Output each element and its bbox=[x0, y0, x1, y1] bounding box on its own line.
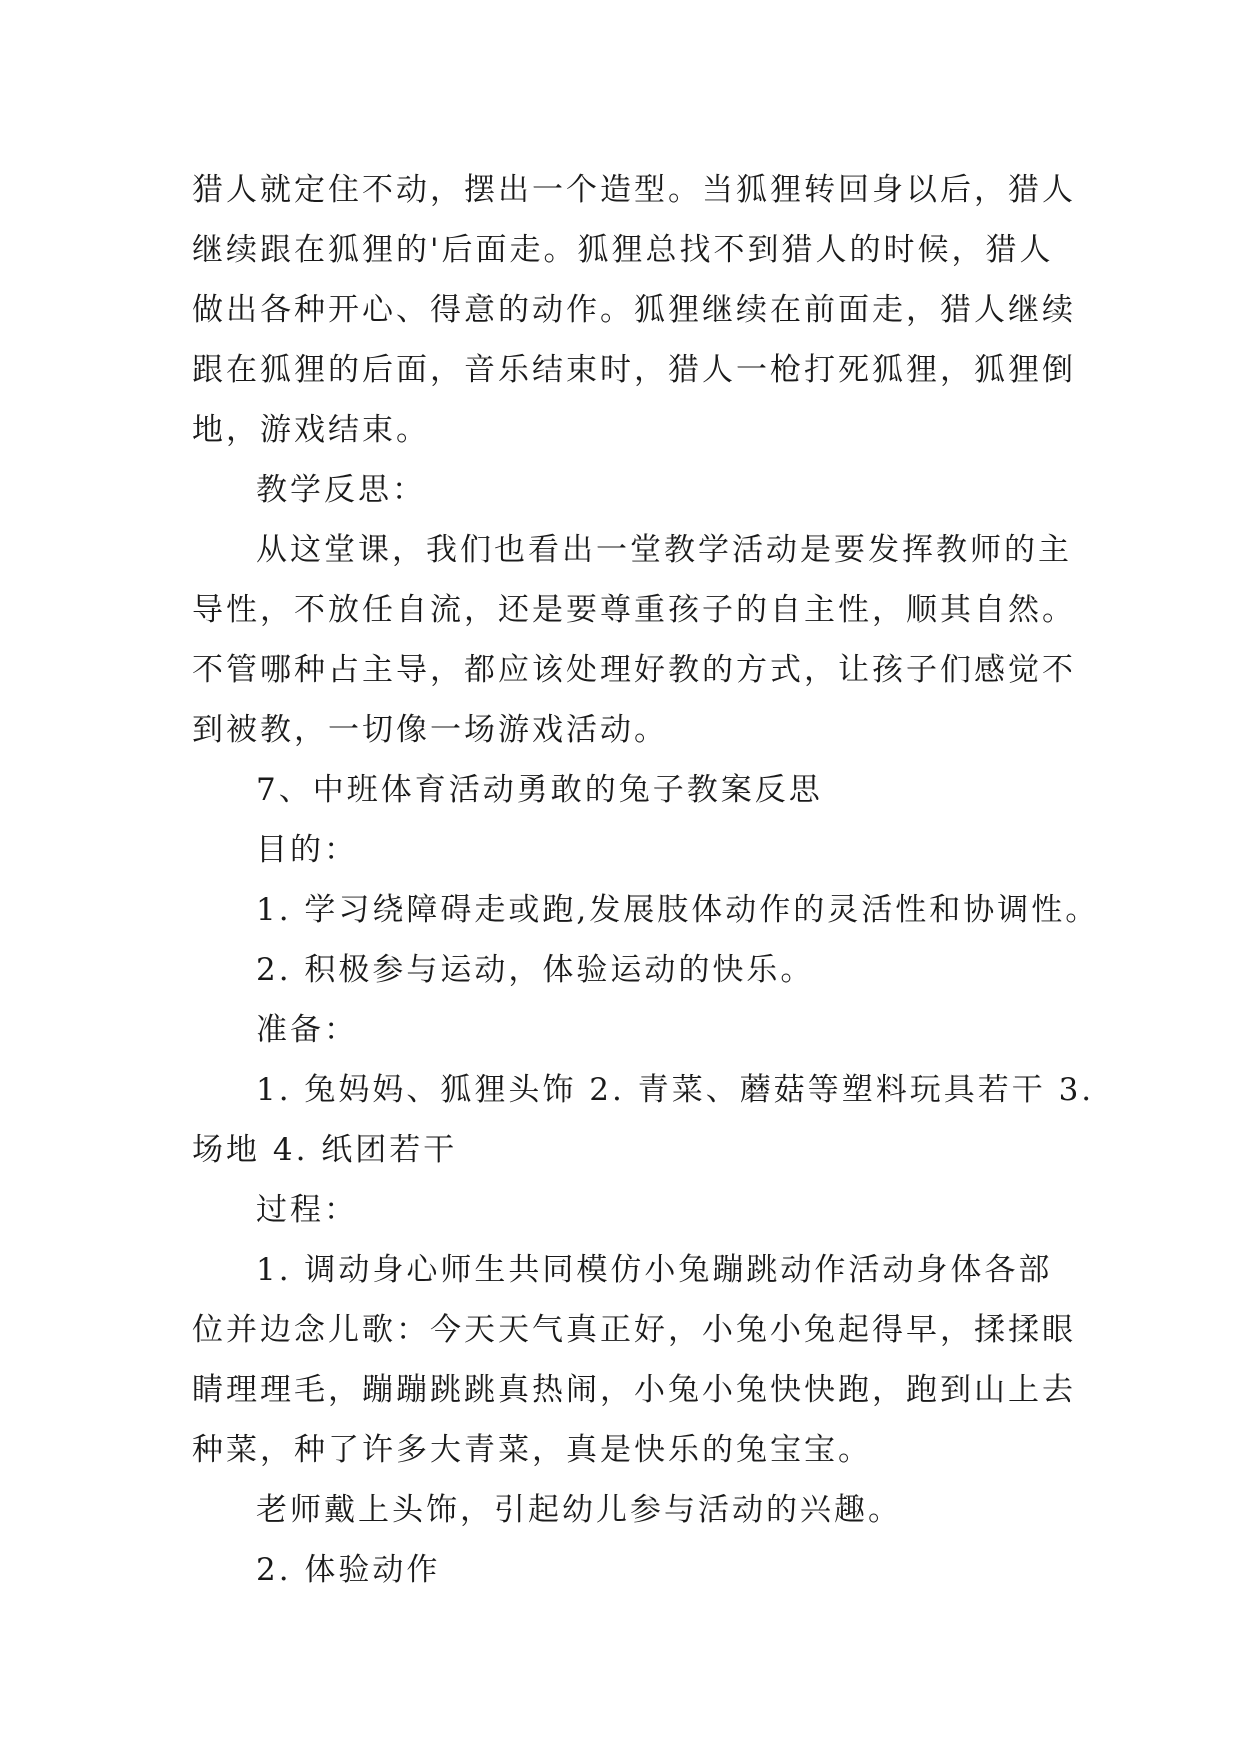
section-heading-teaching-reflection: 教学反思： bbox=[256, 472, 426, 508]
list-item-goal-2: 2. 积极参与运动，体验运动的快乐。 bbox=[256, 952, 815, 988]
paragraph-line: 地，游戏结束。 bbox=[192, 412, 430, 448]
list-item-goal-1: 1. 学习绕障碍走或跑,发展肢体动作的灵活性和协调性。 bbox=[256, 892, 1100, 928]
paragraph-line: 不管哪种占主导，都应该处理好教的方式，让孩子们感觉不 bbox=[192, 652, 1076, 688]
paragraph-line: 跟在狐狸的后面，音乐结束时，猎人一枪打死狐狸，狐狸倒 bbox=[192, 352, 1076, 388]
list-item-process-2: 2. 体验动作 bbox=[256, 1552, 441, 1588]
section-heading-process: 过程： bbox=[256, 1192, 358, 1228]
paragraph-line: 从这堂课，我们也看出一堂教学活动是要发挥教师的主 bbox=[256, 532, 1072, 568]
paragraph-line: 种菜，种了许多大青菜，真是快乐的兔宝宝。 bbox=[192, 1432, 872, 1468]
paragraph-line: 睛理理毛，蹦蹦跳跳真热闹，小兔小兔快快跑，跑到山上去 bbox=[192, 1372, 1076, 1408]
paragraph-line: 位并边念儿歌：今天天气真正好，小兔小兔起得早，揉揉眼 bbox=[192, 1312, 1076, 1348]
list-item-preparation-continued: 场地 4. 纸团若干 bbox=[192, 1132, 458, 1168]
list-item-preparation: 1. 兔妈妈、狐狸头饰 2. 青菜、蘑菇等塑料玩具若干 3. bbox=[256, 1072, 1095, 1108]
section-heading-goals: 目的： bbox=[256, 832, 358, 868]
paragraph-line: 继续跟在狐狸的'后面走。狐狸总找不到猎人的时候，猎人 bbox=[192, 232, 1054, 268]
section-heading-preparation: 准备： bbox=[256, 1012, 358, 1048]
list-item-process-1: 1. 调动身心师生共同模仿小兔蹦跳动作活动身体各部 bbox=[256, 1252, 1053, 1288]
paragraph-line: 老师戴上头饰，引起幼儿参与活动的兴趣。 bbox=[256, 1492, 902, 1528]
document-body bbox=[192, 160, 1100, 1600]
paragraph-line: 猎人就定住不动，摆出一个造型。当狐狸转回身以后，猎人 bbox=[192, 172, 1076, 208]
paragraph-line: 做出各种开心、得意的动作。狐狸继续在前面走，猎人继续 bbox=[192, 292, 1076, 328]
section-title-lesson-7: 7、中班体育活动勇敢的兔子教案反思 bbox=[256, 772, 823, 808]
paragraph-line: 到被教，一切像一场游戏活动。 bbox=[192, 712, 668, 748]
paragraph-line: 导性，不放任自流，还是要尊重孩子的自主性，顺其自然。 bbox=[192, 592, 1076, 628]
